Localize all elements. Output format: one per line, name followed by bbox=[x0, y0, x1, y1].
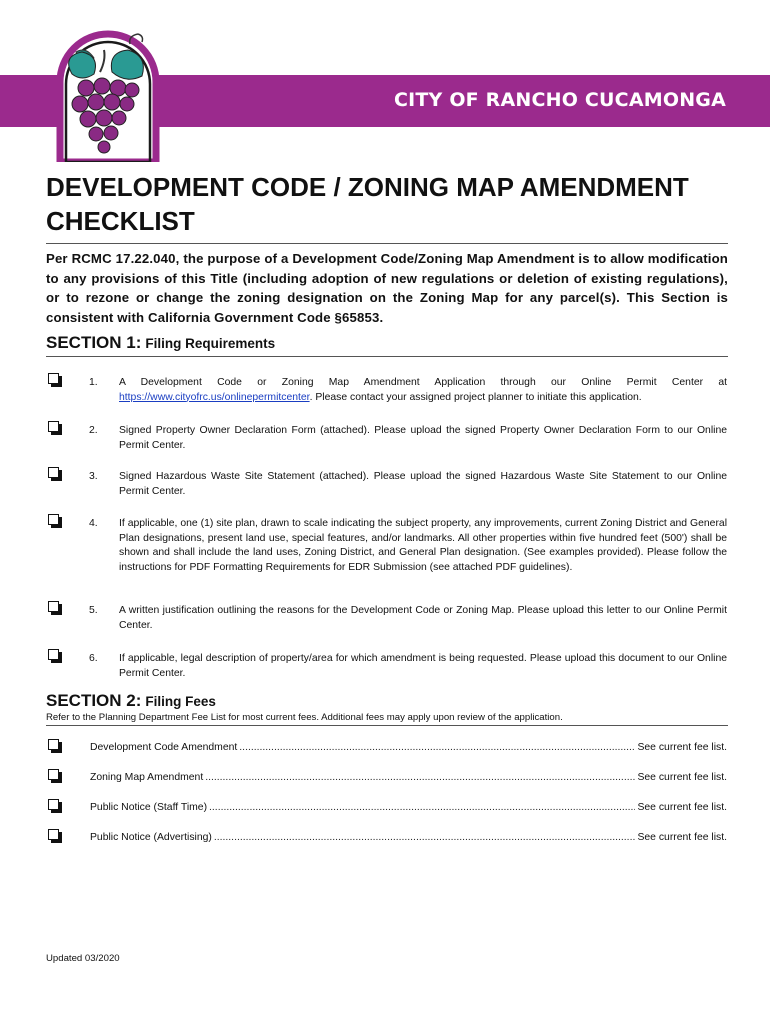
section-1-divider bbox=[46, 356, 728, 357]
fee-row bbox=[90, 802, 727, 816]
requirement-5-text: A written justification outlining the reasons for the Development Code or Zoning Map. Please upload this letter to our Online Permit Center. bbox=[119, 605, 727, 631]
checkbox-fee-4[interactable] bbox=[48, 829, 59, 840]
intro-paragraph: Per RCMC 17.22.040, the purpose of a Development Code/Zoning Map Amendment is to allow modification to any provisions of this Title (including adoption of new regulations or deletion of existing regulations), or to rezone or change the zoning designation on the Zoning Map for any parcel(s). This Section is consistent with California Government Code §65853. bbox=[46, 251, 728, 325]
requirement-6-number: 6. bbox=[89, 653, 98, 664]
requirement-1-text bbox=[119, 376, 727, 405]
page-title: DEVELOPMENT CODE / ZONING MAP AMENDMENT CHECKLIST bbox=[46, 172, 689, 236]
online-permit-center-link[interactable]: https://www.cityofrc.us/onlinepermitcenter bbox=[119, 391, 310, 403]
section-1-title: Filing Requirements bbox=[145, 336, 276, 351]
fee-label: Public Notice (Staff Time) bbox=[90, 802, 208, 813]
requirement-4-number: 4. bbox=[89, 518, 98, 529]
fee-label: Public Notice (Advertising) bbox=[90, 832, 212, 843]
dot-leader bbox=[214, 832, 636, 843]
requirement-1-tail: . Please contact your assigned project planner to initiate this application. bbox=[309, 391, 642, 403]
fee-value: See current fee list. bbox=[637, 742, 727, 753]
checkbox-requirement-6[interactable] bbox=[48, 649, 59, 660]
fee-value: See current fee list. bbox=[637, 802, 727, 813]
fee-row bbox=[90, 742, 727, 756]
updated-date: Updated 03/2020 bbox=[46, 953, 120, 964]
checkbox-fee-3[interactable] bbox=[48, 799, 59, 810]
checkbox-fee-2[interactable] bbox=[48, 769, 59, 780]
fee-value: See current fee list. bbox=[637, 772, 727, 783]
fee-value: See current fee list. bbox=[637, 832, 727, 843]
fee-row bbox=[90, 772, 727, 786]
dot-leader bbox=[205, 772, 635, 783]
requirement-1-number: 1. bbox=[89, 377, 98, 388]
checkbox-requirement-4[interactable] bbox=[48, 514, 59, 525]
checkbox-requirement-3[interactable] bbox=[48, 467, 59, 478]
checkbox-requirement-2[interactable] bbox=[48, 421, 59, 432]
section-2-title: Filing Fees bbox=[145, 694, 216, 709]
checkbox-requirement-1[interactable] bbox=[48, 373, 59, 384]
checkbox-requirement-5[interactable] bbox=[48, 601, 59, 612]
requirement-2-text: Signed Property Owner Declaration Form (attached). Please upload the signed Property Owner Declaration Form to our Online Permit Center. bbox=[119, 425, 727, 451]
city-name: CITY OF RANCHO CUCAMONGA bbox=[393, 89, 726, 111]
dot-leader bbox=[239, 742, 635, 753]
requirement-5-number: 5. bbox=[89, 605, 98, 616]
requirement-1-lead: A Development Code or Zoning Map Amendment Application through our Online Permit Center at bbox=[119, 377, 727, 388]
fee-label: Development Code Amendment bbox=[90, 742, 238, 753]
section-2-label: SECTION 2: bbox=[46, 691, 142, 710]
section-2-divider bbox=[46, 725, 728, 726]
fee-label: Zoning Map Amendment bbox=[90, 772, 204, 783]
requirement-4-text: If applicable, one (1) site plan, drawn to scale indicating the subject property, any improvements, current Zoning District and General Plan designations, present land use, special features, and/or landmarks. All other properties within five hundred feet (500') shall be shown and shall include the land uses, Zoning District, and General Plan designation. (See examples provided). Please follow the instructions for PDF Formatting Requirements for EDR Submission (see attached PDF guidelines). bbox=[119, 518, 727, 573]
fee-row bbox=[90, 832, 727, 846]
grapes-arch-logo bbox=[52, 30, 164, 162]
section-2-heading bbox=[46, 691, 216, 711]
fee-note: Refer to the Planning Department Fee List for most current fees. Additional fees may apply upon review of the application. bbox=[46, 712, 563, 723]
title-divider bbox=[46, 243, 728, 244]
requirement-3-text: Signed Hazardous Waste Site Statement (attached). Please upload the signed Hazardous Waste Site Statement to our Online Permit Center. bbox=[119, 471, 727, 497]
section-1-heading bbox=[46, 333, 275, 353]
requirement-3-number: 3. bbox=[89, 471, 98, 482]
checkbox-fee-1[interactable] bbox=[48, 739, 59, 750]
section-1-label: SECTION 1: bbox=[46, 333, 142, 352]
dot-leader bbox=[209, 802, 635, 813]
requirement-2-number: 2. bbox=[89, 425, 98, 436]
requirement-6-text: If applicable, legal description of property/area for which amendment is being requested. Please upload this document to our Online Permit Center. bbox=[119, 653, 727, 679]
